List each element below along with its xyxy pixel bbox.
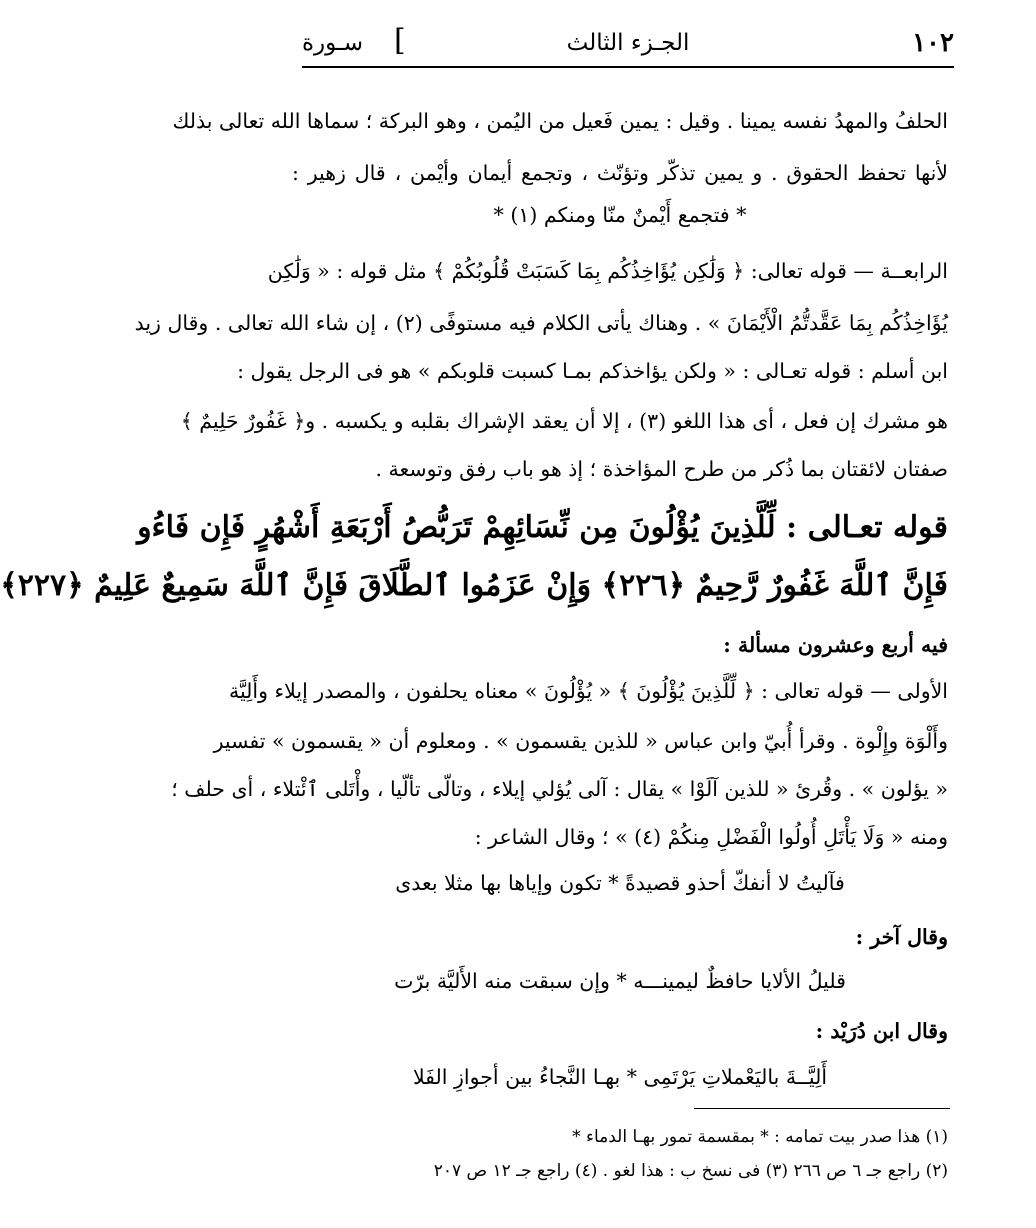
text-line: ابن أسلم : قوله تعـالى : « ولكن يؤاخذكم بمـا كسبت قلوبكم » هو فى الرجل يقول : [237, 359, 948, 383]
quran-verse-line: قوله تعـالى : لِّلَّذِينَ يُؤْلُونَ مِن نِّسَائِهِمْ تَرَبُّصُ أَرْبَعَةِ أَشْهُرٍ فَإِن فَاءُو [137, 510, 948, 545]
footnote: (١) هذا صدر بيت تمامه : * بمقسمة تمور بهـا الدماء * [572, 1127, 948, 1147]
bracket-mark: ] [394, 23, 406, 58]
text-line: صفتان لائقتان بما ذُكر من طرح المؤاخذة ؛ إذ هو باب رفق وتوسعة . [375, 457, 948, 481]
section-heading: فيه أربع وعشرون مسألة : [723, 633, 948, 657]
text-line: ومنه « وَلَا يَأْتَلِ أُولُوا الْفَضْلِ مِنكُمْ (٤) » ؛ وقال الشاعر : [474, 825, 948, 849]
text-line: يُؤَاخِذُكُم بِمَا عَقَّدتُّمُ الْأَيْمَانَ » . وهناك يأتى الكلام فيه مستوفًى (٢) ، إن شاء الله تعالى . وقال زيد [134, 311, 948, 335]
running-header [302, 23, 954, 70]
footnote-rule [694, 1108, 950, 1109]
text-line: هو مشرك إن فعل ، أى هذا اللغو (٣) ، إلا أن يعقد الإشراك بقلبه و يكسبه . و﴿ غَفُورٌ حَلِيمٌ ﴾ [180, 409, 948, 433]
text-line: الحلفُ والمهدُ نفسه يمينا . وقيل : يمين فَعيل من اليُمن ، وهو البركة ؛ سماها الله تعالى بذلك [172, 109, 948, 133]
poetry-line: أَلِيَّــةَ باليَعْملاتِ يَرْتَمِى * بهـا النَّجاءُ بين أجوازِ الفَلا [412, 1065, 828, 1089]
text-line: الرابعــة — قوله تعالى: ﴿ وَلَٰكِن يُؤَاخِذُكُم بِمَا كَسَبَتْ قُلُوبُكُمْ ﴾ مثل قوله : « وَلَٰكِن [267, 259, 948, 283]
text-line: « يؤلون » . وقُرئ « للذين آلَوْا » يقال : آلى يُؤلي إيلاء ، وتالّى تألّيا ، وأْتَلى ٱئْتلاء ، أى حلف ؛ [171, 777, 948, 801]
page-number: ١٠٢ [912, 28, 954, 58]
sura-label: سـورة [302, 30, 364, 56]
text-line: وقال آخر : [855, 925, 948, 949]
header-rule [302, 66, 954, 68]
quran-verse-line: فَإِنَّ ٱللَّهَ غَفُورٌ رَّحِيمٌ ﴿٢٢٦﴾ وَإِنْ عَزَمُوا ٱلطَّلَاقَ فَإِنَّ ٱللَّهَ سَمِيعٌ عَلِيمٌ ﴿٢٢٧﴾ [0, 568, 948, 603]
poetry-line: قليلُ الألايا حافظٌ ليمينـــه * وإن سبقت منه الأَليَّة برّت [394, 969, 846, 993]
text-line: لأنها تحفظ الحقوق . و يمين تذكّر وتؤنّث ، وتجمع أيمان وأيْمن ، قال زهير : [292, 161, 948, 185]
poetry-line: فآليتُ لا أنفكّ أحذو قصيدةً * تكون وإياها بها مثلا بعدى [395, 871, 845, 895]
text-line: وقال ابن دُرَيْد : [815, 1019, 948, 1043]
part-title: الجـزء الثالث [566, 30, 690, 56]
text-line: وأَلْوَة وإِلْوة . وقرأ أُبيّ وابن عباس « للذين يقسمون » . ومعلوم أن « يقسمون » تفسير [213, 729, 948, 753]
verse-line: * فتجمع أَيْمنٌ منّا ومنكم (١) * [493, 203, 747, 227]
text-line: الأولى — قوله تعالى : ﴿ لِّلَّذِينَ يُؤْلُونَ ﴾ « يُؤْلُونَ » معناه يحلفون ، والمصدر إيلاء وأَلِيَّة [228, 679, 948, 703]
footnote: (٢) راجع جـ ٦ ص ٢٦٦ (٣) فى نسخ ب : هذا لغو . (٤) راجع جـ ١٢ ص ٢٠٧ [433, 1161, 948, 1181]
